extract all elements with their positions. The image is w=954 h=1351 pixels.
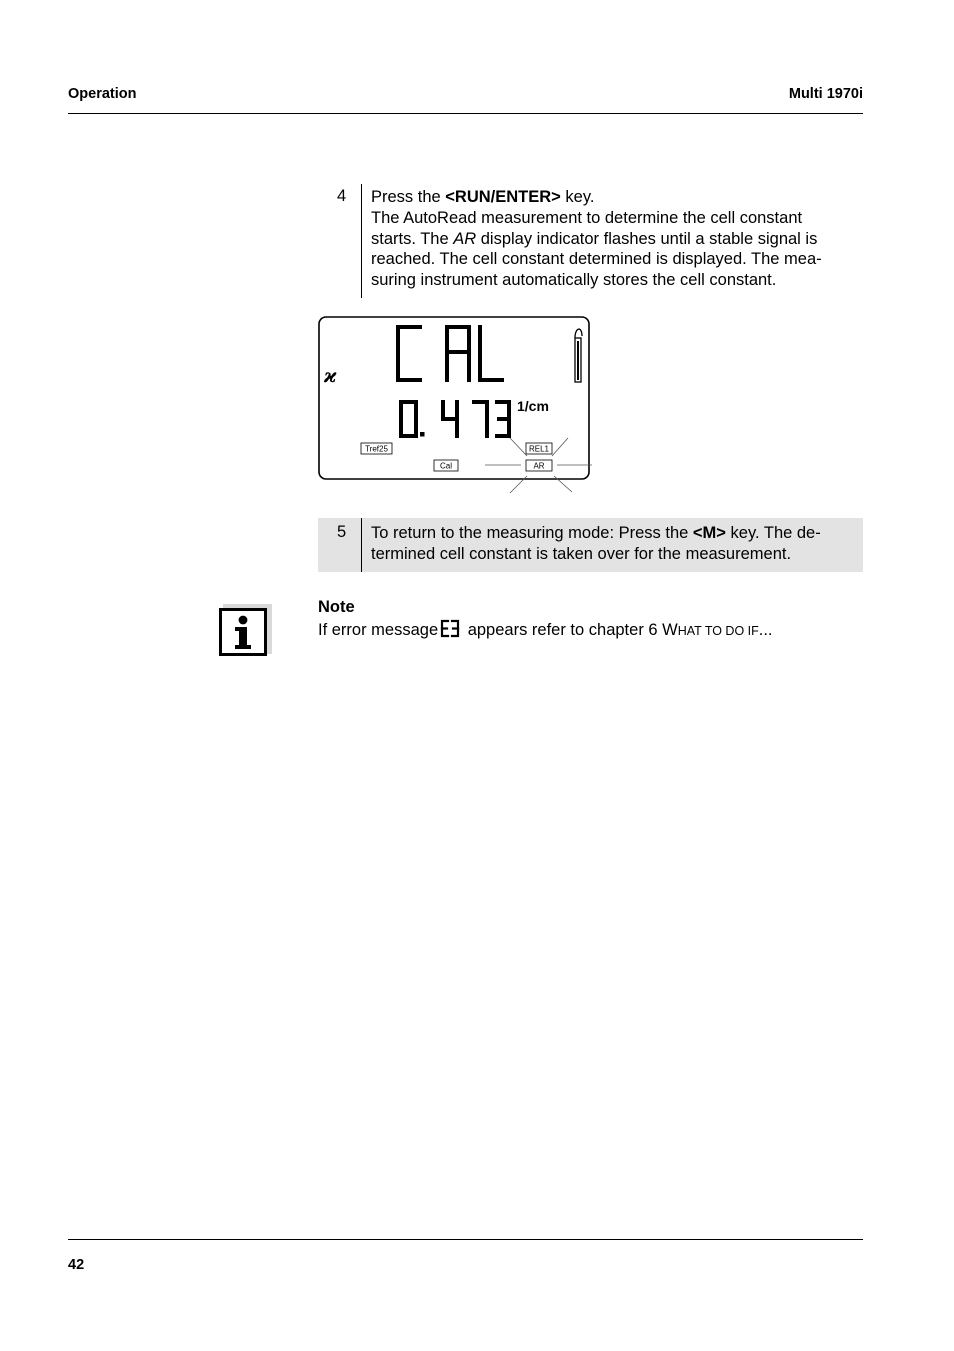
lcd-unit: 1/cm xyxy=(517,398,549,414)
note-text: If error message appears refer to chapter 6 WHAT TO DO IF... xyxy=(318,621,773,639)
ar-indicator-name: AR xyxy=(453,229,477,248)
lcd-display xyxy=(316,314,596,498)
rel1-label: REL1 xyxy=(528,444,550,454)
error-e3-icon xyxy=(440,619,460,638)
lcd-decimal-point xyxy=(420,432,425,437)
ar-label: AR xyxy=(533,461,545,471)
footer-rule xyxy=(68,1239,863,1240)
header-rule xyxy=(68,113,863,114)
header-product-name: Multi 1970i xyxy=(788,86,863,102)
header-section-title: Operation xyxy=(68,86,137,102)
note-title: Note xyxy=(318,598,355,616)
tref25-label: Tref25 xyxy=(365,444,388,454)
step-4-text: Press the <RUN/ENTER> key. The AutoRead measurement to determine the cell constant starts. The AR display indicator flashes until a stable signal is reached. The cell constant determined is displayed. The mea- suring instrument automatically stores the cell constant. xyxy=(371,188,822,290)
info-icon xyxy=(219,604,273,658)
step-4-number: 4 xyxy=(337,187,347,205)
step-5-divider xyxy=(361,518,362,572)
step-5-number: 5 xyxy=(337,523,347,541)
run-enter-key: <RUN/ENTER> xyxy=(445,188,561,206)
step-5-text: To return to the measuring mode: Press the <M> key. The de- termined cell constant is taken over for the measurement. xyxy=(371,524,821,563)
page-number: 42 xyxy=(68,1257,85,1273)
m-key: <M> xyxy=(692,524,726,542)
step-4-divider xyxy=(361,184,362,298)
cal-label: Cal xyxy=(439,461,453,471)
kappa-symbol: ϰ xyxy=(324,365,337,387)
